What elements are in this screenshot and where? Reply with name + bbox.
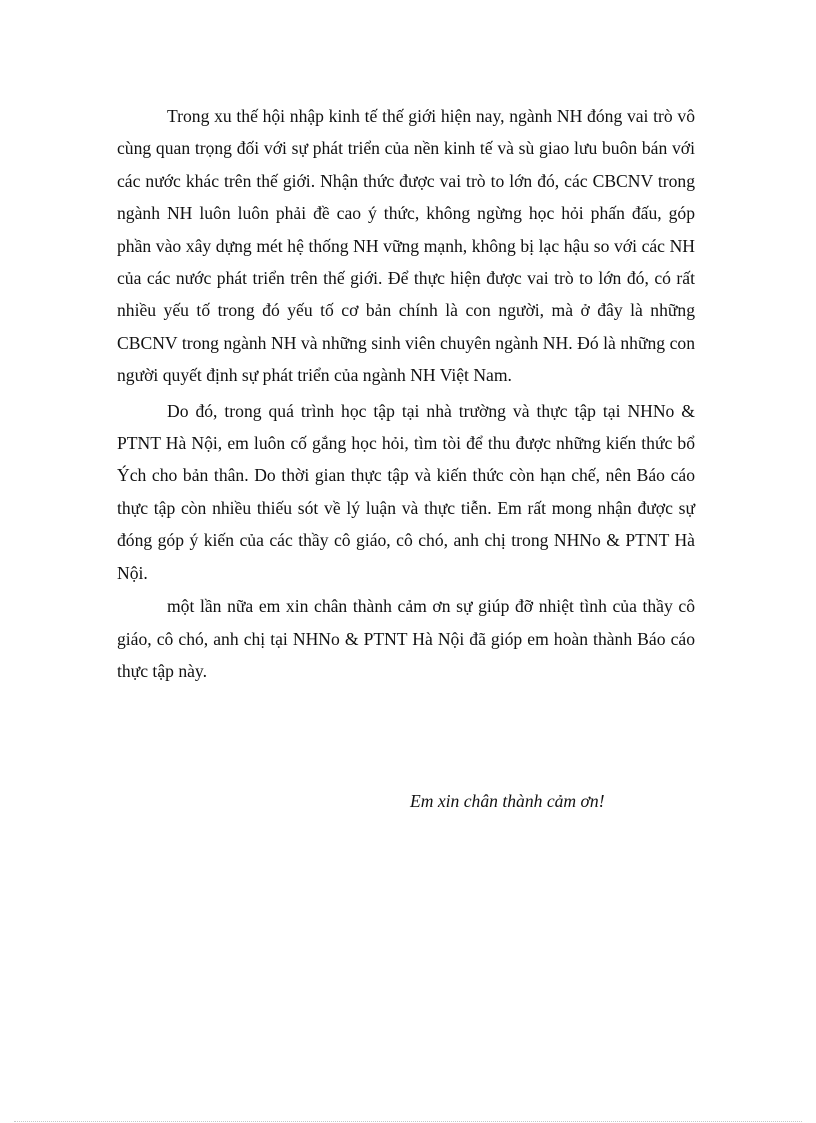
document-body	[117, 100, 695, 687]
page-bottom-divider	[14, 1121, 802, 1122]
paragraph-thanks: một lần nữa em xin chân thành cảm ơn sự giúp đỡ nhiệt tình của thầy cô giáo, cô chó, anh chị tại NHNo & PTNT Hà Nội đã gióp em hoàn thành Báo cáo thực tập này.	[117, 596, 695, 681]
paragraph-introduction: Trong xu thế hội nhập kinh tế thế giới hiện nay, ngành NH đóng vai trò vô cùng quan trọng đối với sự phát triển của nền kinh tế và sù giao lưu buôn bán với các nước khác trên thế giới. Nhận thức được vai trò to lớn đó, các CBCNV trong ngành NH luôn luôn phải đề cao ý thức, không ngừng học hỏi phấn đấu, góp phần vào xây dựng mét hệ thống NH vững mạnh, không bị lạc hậu so với các NH của các nước phát triển trên thế giới. Để thực hiện được vai trò to lớn đó, có rất nhiều yếu tố trong đó yếu tố cơ bản chính là con người, mà ở đây là những CBCNV trong ngành NH và những sinh viên chuyên ngành NH. Đó là những con người quyết định sự phát triển của ngành NH Việt Nam.	[117, 106, 695, 386]
closing-line: Em xin chân thành cảm ơn!	[410, 791, 605, 811]
paragraph-internship: Do đó, trong quá trình học tập tại nhà trường và thực tập tại NHNo & PTNT Hà Nội, em luôn cố gắng học hỏi, tìm tòi để thu được những kiến thức bổ Ých cho bản thân. Do thời gian thực tập và kiến thức còn hạn chế, nên Báo cáo thực tập còn nhiều thiếu sót về lý luận và thực tiễn. Em rất mong nhận được sự đóng góp ý kiến của các thầy cô giáo, cô chó, anh chị trong NHNo & PTNT Hà Nội.	[117, 400, 695, 583]
